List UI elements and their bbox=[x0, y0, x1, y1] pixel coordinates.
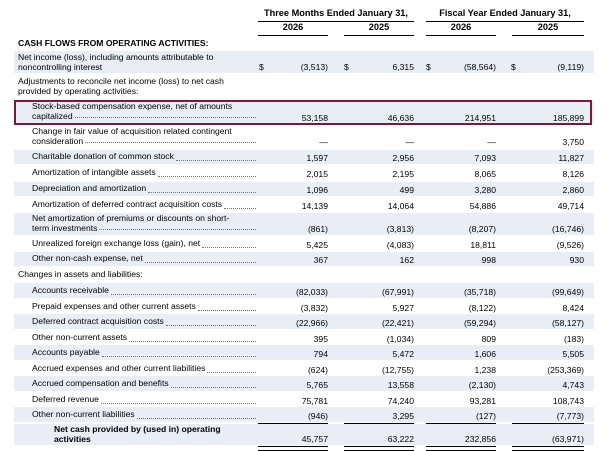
table-row bbox=[14, 345, 594, 360]
row-label-text: consideration bbox=[32, 135, 84, 146]
value-cell: 13,558 bbox=[387, 380, 414, 390]
leader-dots bbox=[171, 387, 256, 388]
currency-symbol: $ bbox=[259, 62, 264, 72]
row-label-line: activities bbox=[54, 433, 91, 444]
highlight-box bbox=[14, 100, 592, 125]
row-label-text: term investments bbox=[32, 222, 98, 233]
value-cell: (63,971) bbox=[551, 434, 584, 444]
leader-dots bbox=[158, 176, 256, 177]
table-row bbox=[14, 376, 594, 391]
table-row-changes-heading bbox=[14, 268, 594, 282]
value-cell: (3,513) bbox=[300, 62, 328, 72]
leader-dots bbox=[111, 294, 256, 295]
row-label: Changes in assets and liabilities: bbox=[18, 269, 143, 280]
section-title: CASH FLOWS FROM OPERATING ACTIVITIES: bbox=[18, 37, 209, 48]
value-cell: (67,991) bbox=[381, 287, 414, 297]
row-label-text: Accounts payable bbox=[32, 346, 100, 357]
leader-dots bbox=[137, 418, 256, 419]
total-double-rule bbox=[258, 446, 328, 451]
value-cell: (58,564) bbox=[463, 62, 496, 72]
value-cell: (4,083) bbox=[386, 240, 414, 250]
row-label bbox=[32, 166, 258, 180]
value-cell: (946) bbox=[307, 411, 328, 421]
value-cell: (127) bbox=[475, 411, 496, 421]
value-cell: 54,886 bbox=[469, 201, 496, 211]
row-label bbox=[32, 127, 258, 146]
value-cell: 1,597 bbox=[306, 153, 328, 163]
value-cell: (35,718) bbox=[463, 287, 496, 297]
value-cell: 185,899 bbox=[552, 113, 584, 123]
value-cell: (624) bbox=[307, 365, 328, 375]
value-cell: 45,757 bbox=[301, 434, 328, 444]
row-label-line bbox=[32, 224, 258, 234]
row-label bbox=[32, 361, 258, 376]
row-label-line: Net amortization of premiums or discounts on short- bbox=[32, 213, 230, 223]
leader-dots bbox=[207, 372, 256, 373]
value-cell: (7,773) bbox=[556, 411, 584, 421]
currency-symbol: $ bbox=[511, 62, 516, 72]
value-cell: 93,281 bbox=[469, 396, 496, 406]
value-cell: 5,472 bbox=[392, 349, 414, 359]
value-cell: 6,315 bbox=[392, 62, 414, 72]
value-cell: 2,015 bbox=[306, 169, 328, 179]
table-row bbox=[14, 150, 594, 164]
value-cell: 214,951 bbox=[464, 113, 496, 123]
row-label bbox=[32, 237, 258, 251]
row-label bbox=[32, 252, 258, 266]
value-cell: (183) bbox=[563, 334, 584, 344]
value-cell: 367 bbox=[313, 255, 328, 265]
currency-symbol: $ bbox=[426, 62, 431, 72]
value-cell: 74,240 bbox=[387, 396, 414, 406]
table-row-total bbox=[14, 424, 594, 445]
value-cell: 1,096 bbox=[306, 185, 328, 195]
value-cell: (12,755) bbox=[381, 365, 414, 375]
value-cell: 11,827 bbox=[558, 153, 584, 163]
section-row bbox=[14, 37, 594, 50]
value-cell: (16,746) bbox=[551, 224, 584, 234]
table-row-adjustments-heading bbox=[14, 75, 594, 97]
value-cell: 809 bbox=[481, 334, 496, 344]
row-label bbox=[32, 314, 258, 329]
leader-dots bbox=[198, 310, 256, 311]
value-cell: (253,369) bbox=[547, 365, 584, 375]
leader-dots bbox=[101, 403, 256, 404]
row-label-text: Depreciation and amortization bbox=[32, 183, 147, 194]
table-row bbox=[14, 166, 594, 180]
value-cell: (22,966) bbox=[295, 318, 328, 328]
leader-dots bbox=[145, 262, 256, 263]
row-label-text: Unrealized foreign exchange loss (gain), net bbox=[32, 238, 201, 249]
table-row bbox=[14, 392, 594, 407]
row-label bbox=[32, 197, 258, 212]
header-year-fy-2026: 2026 bbox=[450, 22, 472, 32]
value-cell: 7,093 bbox=[474, 153, 496, 163]
value-cell: 4,743 bbox=[562, 380, 584, 390]
value-cell: (22,421) bbox=[381, 318, 414, 328]
value-cell: (9,119) bbox=[557, 62, 584, 72]
value-cell: (2,130) bbox=[468, 380, 496, 390]
value-cell: 499 bbox=[399, 185, 414, 195]
leader-dots bbox=[148, 192, 256, 193]
row-label-text: capitalized bbox=[32, 110, 73, 121]
value-cell: 49,714 bbox=[557, 201, 584, 211]
value-cell: (8,122) bbox=[468, 303, 496, 313]
value-cell: 63,222 bbox=[387, 434, 414, 444]
total-double-rule bbox=[344, 446, 414, 451]
value-cell: 998 bbox=[481, 255, 496, 265]
value-cell: 108,743 bbox=[552, 396, 584, 406]
leader-dots bbox=[102, 356, 256, 357]
row-label bbox=[54, 425, 260, 444]
value-cell: (82,033) bbox=[295, 287, 328, 297]
value-cell: 46,636 bbox=[387, 113, 414, 123]
row-label-line: Net cash provided by (used in) operating bbox=[54, 424, 221, 434]
value-cell: 14,139 bbox=[301, 201, 328, 211]
header-rule bbox=[426, 35, 496, 36]
value-cell: 8,424 bbox=[562, 303, 584, 313]
table-row bbox=[14, 283, 594, 298]
row-label-text: Accounts receivable bbox=[32, 284, 109, 295]
row-label bbox=[32, 345, 258, 360]
row-label-line: Net income (loss), including amounts attributable to bbox=[18, 52, 214, 62]
table-row bbox=[14, 407, 594, 422]
header-year-q-2026: 2026 bbox=[282, 22, 304, 32]
value-cell: 18,811 bbox=[470, 240, 496, 250]
value-cell: — bbox=[405, 137, 414, 147]
row-label bbox=[18, 77, 258, 96]
value-cell: 3,280 bbox=[474, 185, 496, 195]
table-row bbox=[14, 361, 594, 376]
total-double-rule bbox=[512, 446, 584, 451]
row-label-text: Other non-current liabilities bbox=[32, 408, 135, 419]
header-rule bbox=[344, 35, 414, 36]
value-cell: 53,158 bbox=[301, 113, 328, 123]
header-year-q-2025: 2025 bbox=[368, 22, 390, 32]
value-cell: 5,927 bbox=[392, 303, 414, 313]
row-label-text: Other non-current assets bbox=[32, 331, 128, 342]
table-row bbox=[14, 330, 594, 345]
header-fiscal-year: Fiscal Year Ended January 31, bbox=[426, 8, 584, 22]
value-cell: 162 bbox=[399, 255, 414, 265]
header-year-fy-2025: 2025 bbox=[537, 22, 559, 32]
row-label-text: Prepaid expenses and other current assets bbox=[32, 300, 196, 311]
row-label-text: Deferred contract acquisition costs bbox=[32, 315, 164, 326]
total-double-rule bbox=[426, 446, 496, 451]
leader-dots bbox=[176, 160, 256, 161]
value-cell: 5,425 bbox=[306, 240, 328, 250]
table-row-net-income bbox=[14, 51, 594, 73]
value-cell: (58,127) bbox=[551, 318, 584, 328]
table-row bbox=[14, 182, 594, 196]
row-label bbox=[32, 376, 258, 391]
table-row bbox=[14, 314, 594, 329]
table-row bbox=[14, 237, 594, 251]
table-row bbox=[14, 197, 594, 212]
row-label bbox=[32, 182, 258, 196]
value-cell: (8,207) bbox=[468, 224, 496, 234]
leader-dots bbox=[224, 208, 256, 209]
value-cell: 1,606 bbox=[474, 349, 496, 359]
value-cell: 14,064 bbox=[387, 201, 414, 211]
value-cell: 8,065 bbox=[474, 169, 496, 179]
row-label bbox=[32, 150, 258, 164]
row-label-line: Change in fair value of acquisition related contingent bbox=[32, 126, 232, 136]
row-label bbox=[32, 407, 258, 422]
value-cell: 2,195 bbox=[392, 169, 414, 179]
row-label bbox=[32, 283, 258, 298]
value-cell: 75,781 bbox=[301, 396, 328, 406]
row-label-line bbox=[32, 137, 258, 147]
value-cell: 395 bbox=[313, 334, 328, 344]
row-label bbox=[32, 214, 258, 233]
row-label-line: Adjustments to reconcile net income (loss) to net cash bbox=[18, 76, 224, 86]
value-cell: (861) bbox=[307, 224, 328, 234]
row-label-text: Accrued compensation and benefits bbox=[32, 377, 169, 388]
value-cell: 1,238 bbox=[474, 365, 496, 375]
row-label bbox=[18, 53, 258, 72]
row-label bbox=[32, 299, 258, 314]
row-label-text: Charitable donation of common stock bbox=[32, 151, 174, 162]
header-rule bbox=[512, 35, 584, 36]
value-cell: (3,832) bbox=[300, 303, 328, 313]
row-label-text: Amortization of intangible assets bbox=[32, 167, 156, 178]
value-cell: (59,294) bbox=[463, 318, 496, 328]
row-label-line: provided by operating activities: bbox=[18, 85, 139, 96]
header-rule bbox=[258, 35, 328, 36]
table-row bbox=[14, 213, 594, 235]
value-cell: 232,856 bbox=[464, 434, 496, 444]
value-cell: 794 bbox=[313, 349, 328, 359]
currency-symbol: $ bbox=[344, 62, 349, 72]
value-cell: (9,526) bbox=[556, 240, 584, 250]
row-label-text: Deferred revenue bbox=[32, 393, 99, 404]
header-three-months: Three Months Ended January 31, bbox=[258, 8, 414, 22]
value-cell: (99,649) bbox=[551, 287, 584, 297]
value-cell: 8,126 bbox=[562, 169, 584, 179]
row-label bbox=[32, 330, 258, 345]
leader-dots bbox=[202, 247, 256, 248]
row-label-line: noncontrolling interest bbox=[18, 61, 103, 72]
table-row bbox=[14, 299, 594, 314]
table-row bbox=[14, 252, 594, 266]
value-cell: (1,034) bbox=[386, 334, 414, 344]
leader-dots bbox=[99, 229, 256, 230]
row-label bbox=[32, 392, 258, 407]
row-label-line: Stock-based compensation expense, net of amounts bbox=[32, 101, 233, 111]
table-row bbox=[14, 126, 594, 148]
value-cell: 2,956 bbox=[392, 153, 414, 163]
value-cell: 3,295 bbox=[392, 411, 414, 421]
value-cell: 5,765 bbox=[306, 380, 328, 390]
value-cell: 930 bbox=[569, 255, 584, 265]
leader-dots bbox=[85, 142, 256, 143]
value-cell: 3,750 bbox=[562, 137, 584, 147]
row-label-text: Accrued expenses and other current liabilities bbox=[32, 362, 206, 373]
leader-dots bbox=[166, 325, 256, 326]
value-cell: — bbox=[487, 137, 496, 147]
row-label-text: Amortization of deferred contract acquisition costs bbox=[32, 198, 223, 209]
value-cell: (3,813) bbox=[386, 224, 414, 234]
value-cell: 5,505 bbox=[562, 349, 584, 359]
value-cell: 2,860 bbox=[562, 185, 584, 195]
row-label-text: Other non-cash expense, net bbox=[32, 253, 143, 264]
value-cell: — bbox=[319, 137, 328, 147]
leader-dots bbox=[129, 341, 256, 342]
